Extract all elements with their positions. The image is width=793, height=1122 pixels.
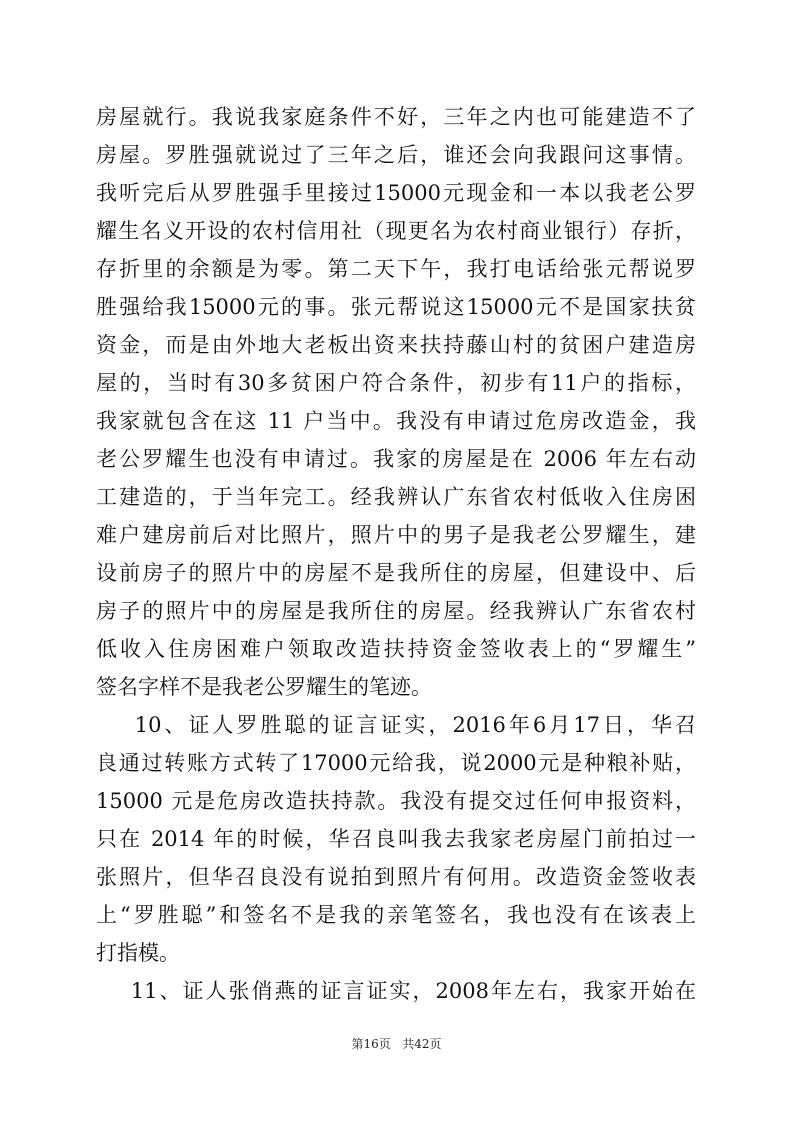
text-line: 老公罗耀生也没有申请过。我家的房屋是在 2006 年左右动 (96, 447, 696, 471)
text-line: 上“罗胜聪”和签名不是我的亲笔签名，我也没有在该表上 (96, 903, 696, 927)
text-line: 房屋就行。我说我家庭条件不好，三年之内也可能建造不了 (96, 105, 696, 129)
text-line: 低收入住房困难户领取改造扶持资金签收表上的“罗耀生” (96, 637, 696, 661)
text-line: 耀生名义开设的农村信用社（现更名为农村商业银行）存折， (96, 219, 696, 243)
text-line: 屋的，当时有30多贫困户符合条件，初步有11户的指标， (96, 371, 696, 395)
text-line: 签名字样不是我老公罗耀生的笔迹。 (96, 675, 432, 699)
text-line: 打指模。 (96, 941, 180, 965)
text-line: 资金，而是由外地大老板出资来扶持藤山村的贫困户建造房 (96, 333, 696, 357)
text-line: 设前房子的照片中的房屋不是我所住的房屋，但建设中、后 (96, 561, 696, 585)
text-line: 良通过转账方式转了17000元给我，说2000元是种粮补贴， (96, 751, 696, 775)
text-line: 房子的照片中的房屋是我所住的房屋。经我辨认广东省农村 (96, 599, 696, 623)
document-body (96, 98, 696, 1010)
text-line: 只在 2014 年的时候，华召良叫我去我家老房屋门前拍过一 (96, 827, 696, 851)
text-line: 工建造的，于当年完工。经我辨认广东省农村低收入住房困 (96, 485, 696, 509)
text-line: 房屋。罗胜强就说过了三年之后，谁还会向我跟问这事情。 (96, 143, 696, 167)
text-line: 张照片，但华召良没有说拍到照片有何用。改造资金签收表 (96, 865, 696, 889)
paragraph-start-line: 11、证人张俏燕的证言证实，2008年左右，我家开始在 (96, 979, 696, 1003)
text-line: 难户建房前后对比照片，照片中的男子是我老公罗耀生，建 (96, 523, 696, 547)
text-line: 胜强给我15000元的事。张元帮说这15000元不是国家扶贫 (96, 295, 696, 319)
text-line: 我听完后从罗胜强手里接过15000元现金和一本以我老公罗 (96, 181, 696, 205)
paragraph-start-line: 10、证人罗胜聪的证言证实，2016年6月17日，华召 (96, 713, 696, 737)
text-line: 15000 元是危房改造扶持款。我没有提交过任何申报资料， (96, 789, 696, 813)
text-line: 我家就包含在这 11 户当中。我没有申请过危房改造金，我 (96, 409, 696, 433)
page-number-footer: 第16页 共42页 (351, 1037, 442, 1051)
text-line: 存折里的余额是为零。第二天下午，我打电话给张元帮说罗 (96, 257, 696, 281)
